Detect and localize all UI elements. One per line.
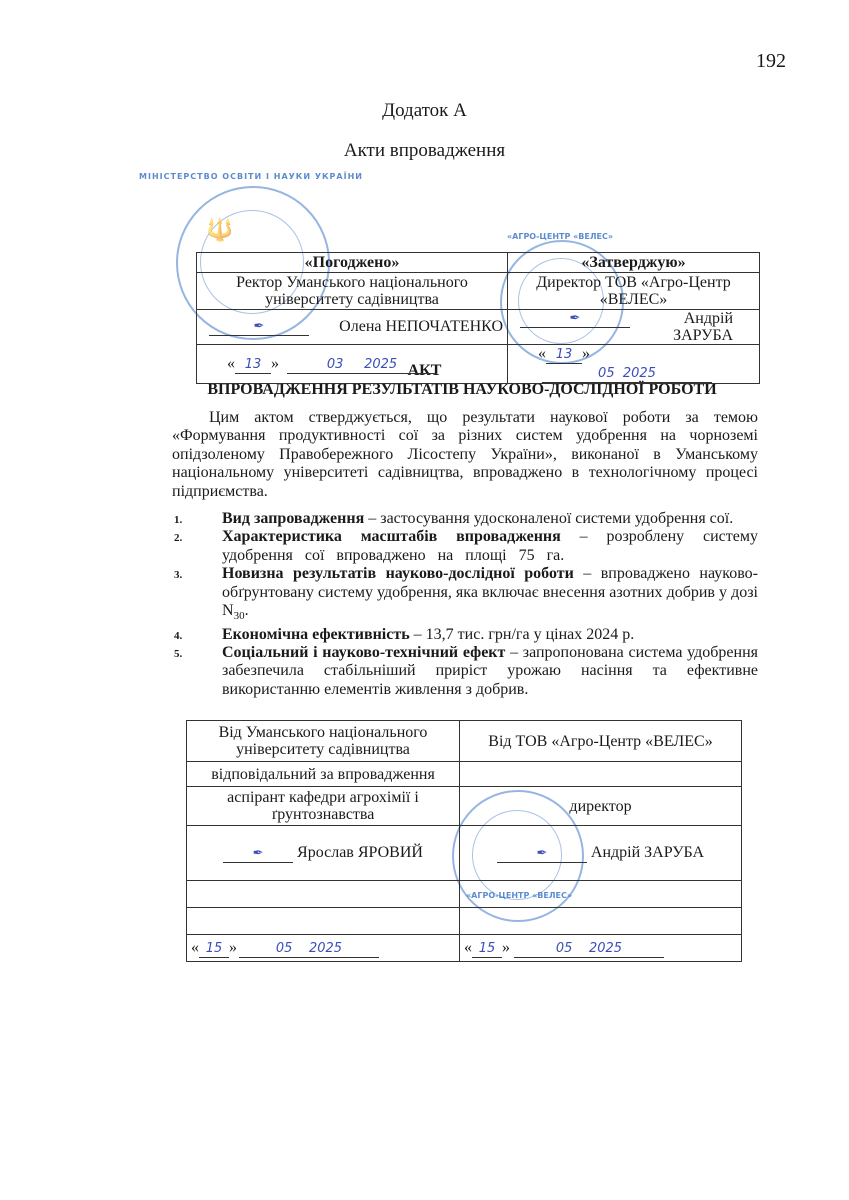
rector-position: Ректор Уманського національного університету садівництва bbox=[197, 273, 508, 310]
empty-cell bbox=[187, 908, 460, 935]
empty-cell bbox=[460, 762, 742, 787]
director-position-bottom: директор bbox=[460, 787, 742, 826]
postgrad-name: ✒ Ярослав ЯРОВИЙ bbox=[187, 826, 460, 881]
director-signature: ✒ bbox=[520, 310, 630, 328]
empty-cell bbox=[187, 881, 460, 908]
director-name-bottom: ✒ Андрій ЗАРУБА bbox=[460, 826, 742, 881]
director-date-bottom: « 15 » 05 2025 bbox=[460, 935, 742, 962]
rector-signature: ✒ bbox=[209, 318, 309, 336]
director-name: ✒ Андрій ЗАРУБА bbox=[508, 310, 760, 345]
empty-cell bbox=[460, 908, 742, 935]
company-stamp-bottom-text: «АГРО-ЦЕНТР «ВЕЛЕС» bbox=[466, 890, 573, 900]
agreed-heading: «Погоджено» bbox=[197, 253, 508, 273]
postgrad-position: аспірант кафедри агрохімії і ґрунтознавства bbox=[187, 787, 460, 826]
rector-date: « 13 » 03 2025 bbox=[197, 345, 508, 384]
appendix-subtitle: Акти впровадження bbox=[343, 140, 506, 161]
list-item: 1. Вид запровадження – застосування удосконаленої системи удобрення сої. bbox=[174, 510, 734, 527]
approve-heading: «Затверджую» bbox=[508, 253, 760, 273]
list-item: 5. Соціальний і науково-технічний ефект – запропонована система удобрення забезпечила стабільніший приріст урожаю насіння та ефективне використанню елементів живлення з добрив. bbox=[174, 644, 759, 698]
rector-name: ✒ Олена НЕПОЧАТЕНКО bbox=[197, 310, 508, 345]
list-item: 3. Новизна результатів науково-дослідної роботи – впроваджено науково-обґрунтовану систему удобрення, яка включає внесення азотних добрив у дозі $N_{30}$. bbox=[174, 565, 759, 623]
appendix-title: Додаток А bbox=[382, 100, 467, 121]
act-subtitle: ВПРОВАДЖЕННЯ РЕЗУЛЬТАТІВ НАУКОВО-ДОСЛІДНОЇ РОБОТИ bbox=[207, 381, 717, 398]
responsible-label: відповідальний за впровадження bbox=[187, 762, 460, 787]
postgrad-date: « 15 » 05 2025 bbox=[187, 935, 460, 962]
approval-table bbox=[196, 252, 760, 384]
page-number: 192 bbox=[756, 50, 786, 72]
university-header: Від Уманського національного університету садівництва bbox=[187, 721, 460, 762]
stamp-label-cell bbox=[460, 881, 742, 908]
list-item: 4. Економічна ефективність – 13,7 тис. грн/га у цінах 2024 р. bbox=[174, 625, 635, 643]
postgrad-signature: ✒ bbox=[223, 845, 293, 863]
signature-table bbox=[186, 720, 742, 962]
company-stamp-text: «АГРО-ЦЕНТР «ВЕЛЕС» bbox=[506, 232, 613, 241]
company-header: Від ТОВ «Агро-Центр «ВЕЛЕС» bbox=[460, 721, 742, 762]
act-intro-paragraph: Цим актом стверджується, що результати наукової роботи за темою «Формування продуктивності сої за різних систем удобрення на чорноземі опідзоленому Правобережного Лісостепу України», виконаної в Уманському національному університеті садівництва, впроваджено в технологічному процесі підприємства. bbox=[172, 409, 758, 500]
director-signature-bottom: ✒ bbox=[497, 845, 587, 863]
act-items-list bbox=[172, 510, 758, 699]
director-position: Директор ТОВ «Агро-Центр «ВЕЛЕС» bbox=[508, 273, 760, 310]
trident-icon: 🔱 bbox=[206, 218, 234, 243]
act-title: АКТ bbox=[407, 362, 442, 379]
stamp-text: МІНІСТЕРСТВО ОСВІТИ І НАУКИ УКРАЇНИ bbox=[139, 172, 363, 181]
list-item: 2. Характеристика масштабів впровадження – розроблену систему удобрення сої впроваджено на площі 75 га. bbox=[174, 528, 758, 564]
director-date: « 13 » 05 2025 bbox=[508, 345, 760, 384]
